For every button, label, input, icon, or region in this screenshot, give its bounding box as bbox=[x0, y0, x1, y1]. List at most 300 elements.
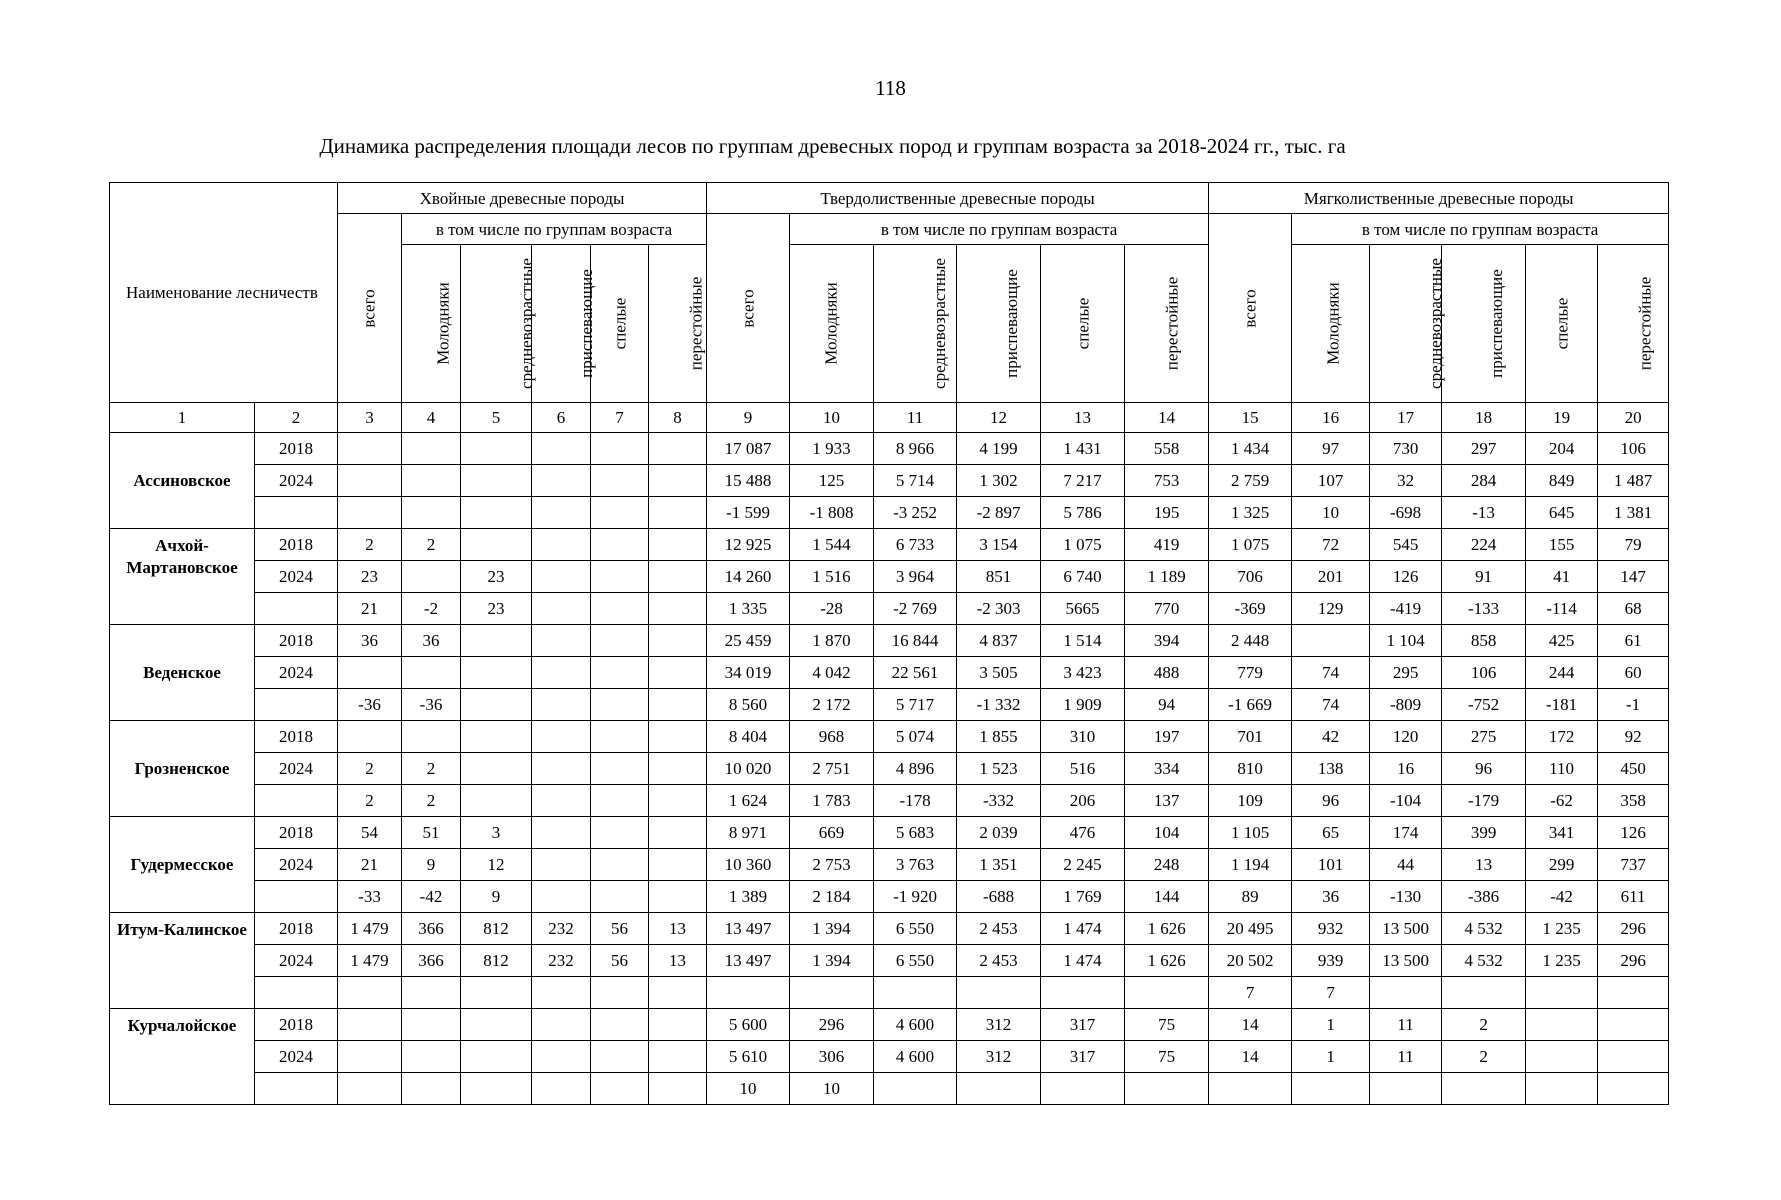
value-cell: 810 bbox=[1209, 753, 1292, 785]
value-cell: 15 488 bbox=[707, 465, 790, 497]
value-cell: 1 909 bbox=[1041, 689, 1125, 721]
value-cell bbox=[532, 785, 591, 817]
value-cell: 12 bbox=[461, 849, 532, 881]
value-cell bbox=[591, 753, 649, 785]
column-number: 7 bbox=[591, 403, 649, 433]
value-cell: 3 763 bbox=[874, 849, 957, 881]
year-cell: 2018 bbox=[255, 913, 338, 945]
value-cell: 91 bbox=[1442, 561, 1526, 593]
table-body bbox=[110, 433, 1669, 1105]
value-cell: 6 550 bbox=[874, 913, 957, 945]
column-number-row bbox=[110, 403, 1669, 433]
value-cell bbox=[649, 561, 707, 593]
value-cell bbox=[461, 625, 532, 657]
value-cell: 32 bbox=[1370, 465, 1442, 497]
value-cell: -2 769 bbox=[874, 593, 957, 625]
value-cell: 147 bbox=[1598, 561, 1669, 593]
value-cell: 138 bbox=[1292, 753, 1370, 785]
value-cell: 20 502 bbox=[1209, 945, 1292, 977]
value-cell bbox=[532, 721, 591, 753]
value-cell: -104 bbox=[1370, 785, 1442, 817]
value-cell bbox=[338, 1009, 402, 1041]
table-row bbox=[110, 753, 1669, 785]
forestry-name: Итум-Калинское bbox=[110, 913, 255, 1009]
header-age-mature: спелые bbox=[1041, 245, 1125, 403]
table-row bbox=[110, 593, 1669, 625]
value-cell bbox=[649, 977, 707, 1009]
table-row bbox=[110, 433, 1669, 465]
value-cell bbox=[591, 881, 649, 913]
value-cell: 476 bbox=[1041, 817, 1125, 849]
value-cell: 366 bbox=[402, 945, 461, 977]
year-cell: 2024 bbox=[255, 465, 338, 497]
year-cell: 2024 bbox=[255, 657, 338, 689]
value-cell bbox=[532, 561, 591, 593]
value-cell: -181 bbox=[1526, 689, 1598, 721]
value-cell: 11 bbox=[1370, 1041, 1442, 1073]
value-cell bbox=[591, 561, 649, 593]
value-cell: 56 bbox=[591, 913, 649, 945]
value-cell: 2 bbox=[338, 753, 402, 785]
value-cell: 394 bbox=[1125, 625, 1209, 657]
value-cell bbox=[338, 977, 402, 1009]
table-row bbox=[110, 465, 1669, 497]
value-cell: 4 199 bbox=[957, 433, 1041, 465]
column-number: 9 bbox=[707, 403, 790, 433]
value-cell: 425 bbox=[1526, 625, 1598, 657]
value-cell: 849 bbox=[1526, 465, 1598, 497]
year-cell: 2018 bbox=[255, 817, 338, 849]
value-cell: 2 bbox=[1442, 1041, 1526, 1073]
header-group-coniferous: Хвойные древесные породы bbox=[338, 183, 707, 214]
value-cell: 1 479 bbox=[338, 945, 402, 977]
value-cell: -2 897 bbox=[957, 497, 1041, 529]
column-number: 13 bbox=[1041, 403, 1125, 433]
value-cell: 5 683 bbox=[874, 817, 957, 849]
year-cell bbox=[255, 497, 338, 529]
value-cell bbox=[461, 721, 532, 753]
value-cell: -2 bbox=[402, 593, 461, 625]
value-cell bbox=[461, 689, 532, 721]
forestry-name: Гудермесское bbox=[110, 817, 255, 913]
column-number: 17 bbox=[1370, 403, 1442, 433]
value-cell bbox=[1209, 1073, 1292, 1105]
value-cell bbox=[591, 497, 649, 529]
value-cell bbox=[591, 977, 649, 1009]
value-cell bbox=[649, 753, 707, 785]
value-cell: 94 bbox=[1125, 689, 1209, 721]
year-cell bbox=[255, 785, 338, 817]
value-cell: -114 bbox=[1526, 593, 1598, 625]
header-age-premature: приспевающие bbox=[532, 245, 591, 403]
header-age-young: Молодняки bbox=[402, 245, 461, 403]
value-cell: 2 039 bbox=[957, 817, 1041, 849]
value-cell: 3 154 bbox=[957, 529, 1041, 561]
value-cell: 23 bbox=[338, 561, 402, 593]
value-cell bbox=[461, 529, 532, 561]
value-cell: 68 bbox=[1598, 593, 1669, 625]
forestry-name: Грозненское bbox=[110, 721, 255, 817]
value-cell: 1 075 bbox=[1041, 529, 1125, 561]
value-cell: 6 550 bbox=[874, 945, 957, 977]
value-cell bbox=[532, 657, 591, 689]
value-cell bbox=[402, 433, 461, 465]
value-cell: -33 bbox=[338, 881, 402, 913]
value-cell: 96 bbox=[1292, 785, 1370, 817]
value-cell bbox=[1598, 1073, 1669, 1105]
value-cell: 812 bbox=[461, 913, 532, 945]
column-number: 8 bbox=[649, 403, 707, 433]
value-cell bbox=[1526, 1009, 1598, 1041]
value-cell bbox=[532, 1041, 591, 1073]
value-cell: 126 bbox=[1598, 817, 1669, 849]
value-cell: 2 753 bbox=[790, 849, 874, 881]
column-number: 19 bbox=[1526, 403, 1598, 433]
value-cell: 317 bbox=[1041, 1041, 1125, 1073]
value-cell bbox=[649, 785, 707, 817]
value-cell: 22 561 bbox=[874, 657, 957, 689]
value-cell: -688 bbox=[957, 881, 1041, 913]
value-cell: 7 bbox=[1292, 977, 1370, 1009]
value-cell bbox=[532, 817, 591, 849]
year-cell: 2018 bbox=[255, 1009, 338, 1041]
value-cell: -178 bbox=[874, 785, 957, 817]
value-cell: 79 bbox=[1598, 529, 1669, 561]
year-cell: 2024 bbox=[255, 753, 338, 785]
table-row bbox=[110, 913, 1669, 945]
value-cell: 1 870 bbox=[790, 625, 874, 657]
value-cell bbox=[591, 465, 649, 497]
value-cell bbox=[649, 593, 707, 625]
table-row bbox=[110, 1009, 1669, 1041]
value-cell: 1 235 bbox=[1526, 913, 1598, 945]
value-cell: 197 bbox=[1125, 721, 1209, 753]
value-cell bbox=[532, 529, 591, 561]
value-cell bbox=[461, 465, 532, 497]
value-cell: 4 600 bbox=[874, 1009, 957, 1041]
value-cell bbox=[402, 465, 461, 497]
value-cell: 2 bbox=[338, 785, 402, 817]
value-cell: 92 bbox=[1598, 721, 1669, 753]
value-cell: 939 bbox=[1292, 945, 1370, 977]
value-cell bbox=[649, 529, 707, 561]
header-subgroup-coniferous: в том числе по группам возраста bbox=[402, 214, 707, 245]
value-cell: 6 733 bbox=[874, 529, 957, 561]
value-cell: -1 669 bbox=[1209, 689, 1292, 721]
value-cell bbox=[461, 753, 532, 785]
value-cell: 812 bbox=[461, 945, 532, 977]
value-cell: 6 740 bbox=[1041, 561, 1125, 593]
value-cell bbox=[461, 1073, 532, 1105]
value-cell: 60 bbox=[1598, 657, 1669, 689]
value-cell: 1 487 bbox=[1598, 465, 1669, 497]
value-cell: 2 448 bbox=[1209, 625, 1292, 657]
value-cell: 488 bbox=[1125, 657, 1209, 689]
value-cell: 174 bbox=[1370, 817, 1442, 849]
value-cell: 4 532 bbox=[1442, 945, 1526, 977]
table-row bbox=[110, 945, 1669, 977]
value-cell bbox=[532, 433, 591, 465]
value-cell: -332 bbox=[957, 785, 1041, 817]
value-cell: 144 bbox=[1125, 881, 1209, 913]
value-cell: 1 514 bbox=[1041, 625, 1125, 657]
value-cell: 5 717 bbox=[874, 689, 957, 721]
value-cell: 296 bbox=[1598, 913, 1669, 945]
value-cell: 5665 bbox=[1041, 593, 1125, 625]
value-cell: 4 532 bbox=[1442, 913, 1526, 945]
value-cell: 1 394 bbox=[790, 945, 874, 977]
value-cell: 5 786 bbox=[1041, 497, 1125, 529]
header-age-young: Молодняки bbox=[790, 245, 874, 403]
value-cell bbox=[1041, 1073, 1125, 1105]
value-cell: 23 bbox=[461, 561, 532, 593]
header-age-overmature: перестойные bbox=[1598, 245, 1669, 403]
table-row bbox=[110, 881, 1669, 913]
value-cell: 10 bbox=[1292, 497, 1370, 529]
value-cell: 10 360 bbox=[707, 849, 790, 881]
value-cell: 297 bbox=[1442, 433, 1526, 465]
value-cell bbox=[402, 977, 461, 1009]
value-cell: 701 bbox=[1209, 721, 1292, 753]
value-cell bbox=[957, 977, 1041, 1009]
value-cell bbox=[957, 1073, 1041, 1105]
value-cell bbox=[591, 593, 649, 625]
value-cell: 21 bbox=[338, 849, 402, 881]
value-cell: -42 bbox=[1526, 881, 1598, 913]
value-cell bbox=[591, 817, 649, 849]
value-cell bbox=[532, 625, 591, 657]
value-cell bbox=[591, 1041, 649, 1073]
value-cell: 14 260 bbox=[707, 561, 790, 593]
value-cell bbox=[649, 657, 707, 689]
value-cell: 737 bbox=[1598, 849, 1669, 881]
value-cell: 72 bbox=[1292, 529, 1370, 561]
value-cell: 1 325 bbox=[1209, 497, 1292, 529]
value-cell: 1 474 bbox=[1041, 945, 1125, 977]
value-cell: -36 bbox=[402, 689, 461, 721]
value-cell: 3 964 bbox=[874, 561, 957, 593]
value-cell bbox=[461, 497, 532, 529]
value-cell: -386 bbox=[1442, 881, 1526, 913]
value-cell: 545 bbox=[1370, 529, 1442, 561]
value-cell: 2 bbox=[402, 753, 461, 785]
value-cell bbox=[461, 657, 532, 689]
value-cell bbox=[649, 689, 707, 721]
page-title: Динамика распределения площади лесов по группам древесных пород и группам возраста за 2018-2024 гг., тыс. га bbox=[319, 134, 1346, 158]
value-cell: 10 020 bbox=[707, 753, 790, 785]
value-cell: 125 bbox=[790, 465, 874, 497]
value-cell: 1 235 bbox=[1526, 945, 1598, 977]
value-cell: 1 855 bbox=[957, 721, 1041, 753]
value-cell: -1 920 bbox=[874, 881, 957, 913]
table-row bbox=[110, 1041, 1669, 1073]
value-cell bbox=[338, 657, 402, 689]
year-cell bbox=[255, 1073, 338, 1105]
value-cell: 419 bbox=[1125, 529, 1209, 561]
value-cell: 97 bbox=[1292, 433, 1370, 465]
value-cell: 312 bbox=[957, 1009, 1041, 1041]
value-cell: 753 bbox=[1125, 465, 1209, 497]
value-cell bbox=[461, 977, 532, 1009]
value-cell: 358 bbox=[1598, 785, 1669, 817]
value-cell bbox=[649, 465, 707, 497]
header-age-mature: спелые bbox=[591, 245, 649, 403]
value-cell: 4 837 bbox=[957, 625, 1041, 657]
value-cell: 137 bbox=[1125, 785, 1209, 817]
value-cell: 16 bbox=[1370, 753, 1442, 785]
value-cell bbox=[591, 625, 649, 657]
value-cell: 858 bbox=[1442, 625, 1526, 657]
value-cell: -42 bbox=[402, 881, 461, 913]
value-cell bbox=[338, 497, 402, 529]
value-cell: 9 bbox=[402, 849, 461, 881]
value-cell: -3 252 bbox=[874, 497, 957, 529]
value-cell: 2 bbox=[338, 529, 402, 561]
value-cell: 13 497 bbox=[707, 945, 790, 977]
value-cell: 104 bbox=[1125, 817, 1209, 849]
value-cell: -28 bbox=[790, 593, 874, 625]
value-cell: 110 bbox=[1526, 753, 1598, 785]
value-cell: 296 bbox=[1598, 945, 1669, 977]
value-cell: 13 500 bbox=[1370, 945, 1442, 977]
value-cell: 968 bbox=[790, 721, 874, 753]
value-cell: 2 bbox=[1442, 1009, 1526, 1041]
value-cell: 770 bbox=[1125, 593, 1209, 625]
forestry-name: Курчалойское bbox=[110, 1009, 255, 1105]
value-cell: 1 474 bbox=[1041, 913, 1125, 945]
value-cell: 155 bbox=[1526, 529, 1598, 561]
header-age-premature: приспевающие bbox=[957, 245, 1041, 403]
value-cell: 1 351 bbox=[957, 849, 1041, 881]
value-cell bbox=[1292, 625, 1370, 657]
value-cell bbox=[649, 433, 707, 465]
value-cell: 7 217 bbox=[1041, 465, 1125, 497]
value-cell: 51 bbox=[402, 817, 461, 849]
value-cell: 13 bbox=[1442, 849, 1526, 881]
value-cell: 706 bbox=[1209, 561, 1292, 593]
value-cell bbox=[591, 689, 649, 721]
value-cell bbox=[532, 593, 591, 625]
value-cell bbox=[1442, 1073, 1526, 1105]
value-cell bbox=[1598, 1009, 1669, 1041]
value-cell: 75 bbox=[1125, 1009, 1209, 1041]
value-cell: 399 bbox=[1442, 817, 1526, 849]
value-cell bbox=[649, 1041, 707, 1073]
value-cell bbox=[591, 657, 649, 689]
value-cell: 1 434 bbox=[1209, 433, 1292, 465]
value-cell: 41 bbox=[1526, 561, 1598, 593]
value-cell bbox=[649, 881, 707, 913]
value-cell: 244 bbox=[1526, 657, 1598, 689]
value-cell: -369 bbox=[1209, 593, 1292, 625]
forestry-name: Веденское bbox=[110, 625, 255, 721]
value-cell: -62 bbox=[1526, 785, 1598, 817]
value-cell: 317 bbox=[1041, 1009, 1125, 1041]
value-cell: 779 bbox=[1209, 657, 1292, 689]
value-cell bbox=[591, 433, 649, 465]
value-cell: 1 335 bbox=[707, 593, 790, 625]
header-age-middle: средневозрастные bbox=[1370, 245, 1442, 403]
value-cell: 34 019 bbox=[707, 657, 790, 689]
value-cell bbox=[532, 881, 591, 913]
value-cell: 54 bbox=[338, 817, 402, 849]
value-cell: 4 042 bbox=[790, 657, 874, 689]
value-cell bbox=[532, 1009, 591, 1041]
value-cell: 44 bbox=[1370, 849, 1442, 881]
table-row bbox=[110, 625, 1669, 657]
year-cell: 2024 bbox=[255, 1041, 338, 1073]
header-subgroup-hardwood: в том числе по группам возраста bbox=[790, 214, 1209, 245]
value-cell: 224 bbox=[1442, 529, 1526, 561]
value-cell: 42 bbox=[1292, 721, 1370, 753]
value-cell bbox=[532, 977, 591, 1009]
value-cell: 2 453 bbox=[957, 913, 1041, 945]
value-cell: 5 600 bbox=[707, 1009, 790, 1041]
value-cell: 3 423 bbox=[1041, 657, 1125, 689]
year-cell bbox=[255, 689, 338, 721]
value-cell bbox=[402, 721, 461, 753]
value-cell bbox=[532, 849, 591, 881]
table-row bbox=[110, 529, 1669, 561]
value-cell bbox=[649, 1009, 707, 1041]
value-cell: 8 404 bbox=[707, 721, 790, 753]
value-cell bbox=[402, 561, 461, 593]
value-cell: 310 bbox=[1041, 721, 1125, 753]
value-cell bbox=[649, 849, 707, 881]
forest-area-table bbox=[109, 182, 1669, 1105]
value-cell: 1 394 bbox=[790, 913, 874, 945]
value-cell: 2 453 bbox=[957, 945, 1041, 977]
value-cell: 1 381 bbox=[1598, 497, 1669, 529]
value-cell bbox=[1598, 977, 1669, 1009]
value-cell: 13 bbox=[649, 945, 707, 977]
value-cell bbox=[1526, 977, 1598, 1009]
value-cell bbox=[1125, 977, 1209, 1009]
value-cell bbox=[649, 497, 707, 529]
value-cell: 1 bbox=[1292, 1009, 1370, 1041]
value-cell: -752 bbox=[1442, 689, 1526, 721]
value-cell: 36 bbox=[338, 625, 402, 657]
value-cell bbox=[461, 785, 532, 817]
value-cell bbox=[1598, 1041, 1669, 1073]
value-cell bbox=[874, 977, 957, 1009]
table-row bbox=[110, 817, 1669, 849]
value-cell bbox=[649, 817, 707, 849]
value-cell: 1 626 bbox=[1125, 913, 1209, 945]
header-total-hardwood: всего bbox=[707, 214, 790, 403]
value-cell: 126 bbox=[1370, 561, 1442, 593]
value-cell: -1 808 bbox=[790, 497, 874, 529]
value-cell: -1 bbox=[1598, 689, 1669, 721]
column-number: 12 bbox=[957, 403, 1041, 433]
value-cell: 10 bbox=[707, 1073, 790, 1105]
value-cell bbox=[402, 497, 461, 529]
value-cell: 13 500 bbox=[1370, 913, 1442, 945]
value-cell: 232 bbox=[532, 913, 591, 945]
table-row bbox=[110, 977, 1669, 1009]
value-cell: 1 105 bbox=[1209, 817, 1292, 849]
value-cell bbox=[1526, 1073, 1598, 1105]
value-cell: 645 bbox=[1526, 497, 1598, 529]
header-group-softwood: Мягколиственные древесные породы bbox=[1209, 183, 1669, 214]
value-cell: -2 303 bbox=[957, 593, 1041, 625]
value-cell: 17 087 bbox=[707, 433, 790, 465]
value-cell: -1 599 bbox=[707, 497, 790, 529]
column-number: 1 bbox=[110, 403, 255, 433]
header-age-premature: приспевающие bbox=[1442, 245, 1526, 403]
column-number: 2 bbox=[255, 403, 338, 433]
column-number: 11 bbox=[874, 403, 957, 433]
